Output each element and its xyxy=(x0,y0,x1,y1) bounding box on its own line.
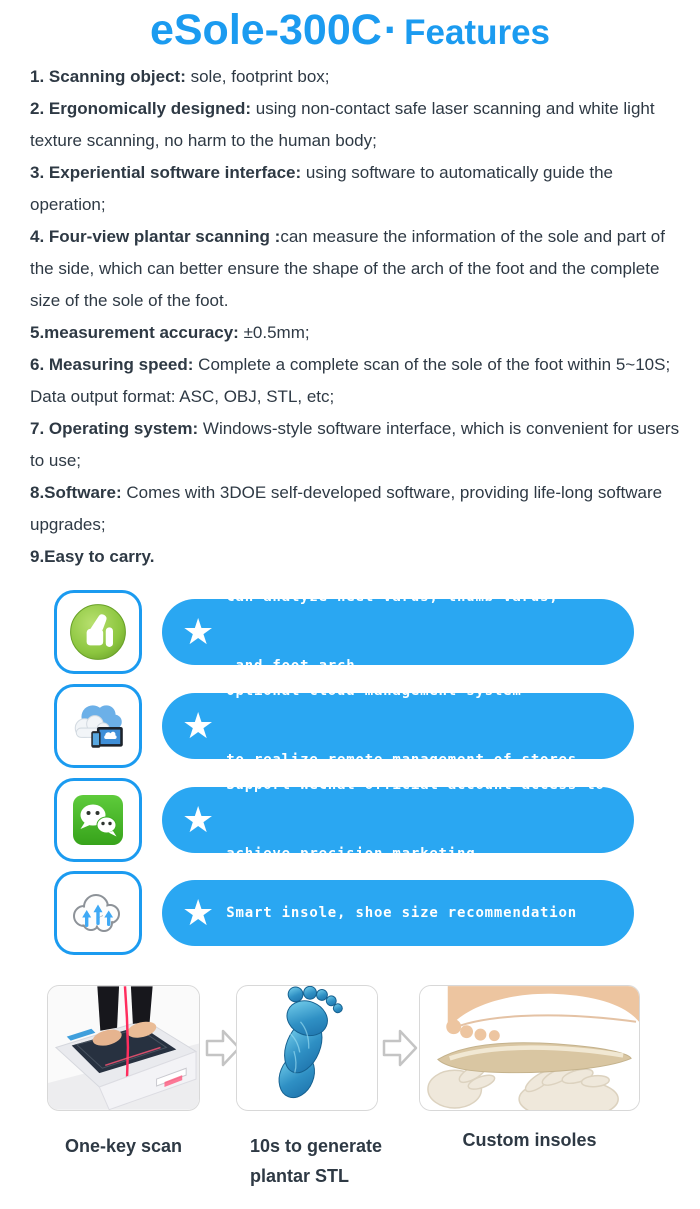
cloud-upload-icon xyxy=(54,871,142,955)
feature-text: can measure the information of the sole and part of the side, which can better ensure the shape of the arch of the foot and the complete size of the sole of the foot. xyxy=(30,227,665,310)
feature-label: 3. Experiential software interface: xyxy=(30,163,302,182)
title-suffix: Features xyxy=(404,13,551,52)
feature-item-7 xyxy=(30,413,680,477)
caption-line: One-key scan xyxy=(64,1136,183,1156)
feature-text: Comes with 3DOE self-developed software, providing life-long software upgrades; xyxy=(30,483,663,534)
feature-item-2 xyxy=(30,93,680,157)
feature-item-8 xyxy=(30,477,680,541)
feature-label: 5.measurement accuracy: xyxy=(30,323,239,342)
feature-label: 8.Software: xyxy=(30,483,122,502)
star-icon: ★ xyxy=(182,799,215,840)
feature-text: using software to automatically guide the operation; xyxy=(30,163,613,214)
highlight-pill xyxy=(162,880,634,946)
page-title xyxy=(0,4,700,59)
highlight-pill xyxy=(162,777,634,862)
feature-text: ±0.5mm; xyxy=(238,323,310,342)
feature-text: sole, footprint box; xyxy=(185,67,330,86)
product-name: eSole-300C xyxy=(149,6,382,54)
feature-item-3 xyxy=(30,157,680,221)
caption-one-key-scan xyxy=(47,1131,200,1161)
plantar-stl-photo xyxy=(236,985,378,1111)
highlight-line: to realize remote management of stores xyxy=(226,752,577,768)
highlight-line: Can analyze heel varus, thumb varus, xyxy=(226,589,559,605)
thumbs-up-icon xyxy=(54,590,142,674)
highlight-line: Smart insole, shoe size recommendation xyxy=(226,904,577,921)
one-key-scan-photo xyxy=(47,985,200,1111)
star-icon: ★ xyxy=(182,892,215,933)
feature-list xyxy=(30,61,680,573)
feature-label: 2. Ergonomically designed: xyxy=(30,99,252,118)
cloud-devices-icon xyxy=(54,684,142,768)
feature-label: 1. Scanning object: xyxy=(30,67,186,86)
feature-item-5 xyxy=(30,317,680,349)
feature-item-4 xyxy=(30,221,680,317)
feature-item-1 xyxy=(30,61,680,93)
feature-item-6 xyxy=(30,349,680,413)
caption-line: 10s to generate xyxy=(250,1136,383,1156)
caption-custom-insoles xyxy=(419,1125,640,1155)
highlight-row-wechat xyxy=(54,777,634,863)
feature-label: 9.Easy to carry. xyxy=(30,547,155,566)
star-icon: ★ xyxy=(182,705,215,746)
highlight-line: and foot arch xyxy=(226,658,356,674)
custom-insoles-photo xyxy=(419,985,640,1111)
feature-text: using non-contact safe laser scanning and white light texture scanning, no harm to the human body; xyxy=(30,99,655,150)
highlight-row-insole xyxy=(54,870,634,956)
arrow-right-icon xyxy=(382,1028,418,1068)
star-icon: ★ xyxy=(182,611,215,652)
caption-line: plantar STL xyxy=(250,1166,350,1186)
feature-label: 6. Measuring speed: xyxy=(30,355,194,374)
title-dot: · xyxy=(383,6,399,54)
feature-label: 4. Four-view plantar scanning : xyxy=(30,227,281,246)
feature-text: Complete a complete scan of the sole of the foot within 5~10S; Data output format: ASC, OBJ, STL, etc; xyxy=(30,355,671,406)
feature-text: Windows-style software interface, which is convenient for users to use; xyxy=(30,419,680,470)
wechat-icon xyxy=(54,778,142,862)
caption-line: Custom insoles xyxy=(462,1130,597,1150)
highlight-line: Optional cloud management system xyxy=(226,683,522,699)
highlight-line: Support WeChat official account access to xyxy=(226,777,605,793)
feature-label: 7. Operating system: xyxy=(30,419,199,438)
highlight-text xyxy=(226,856,577,971)
highlight-line: achieve precision marketing xyxy=(226,846,476,862)
caption-plantar-stl xyxy=(250,1131,420,1191)
